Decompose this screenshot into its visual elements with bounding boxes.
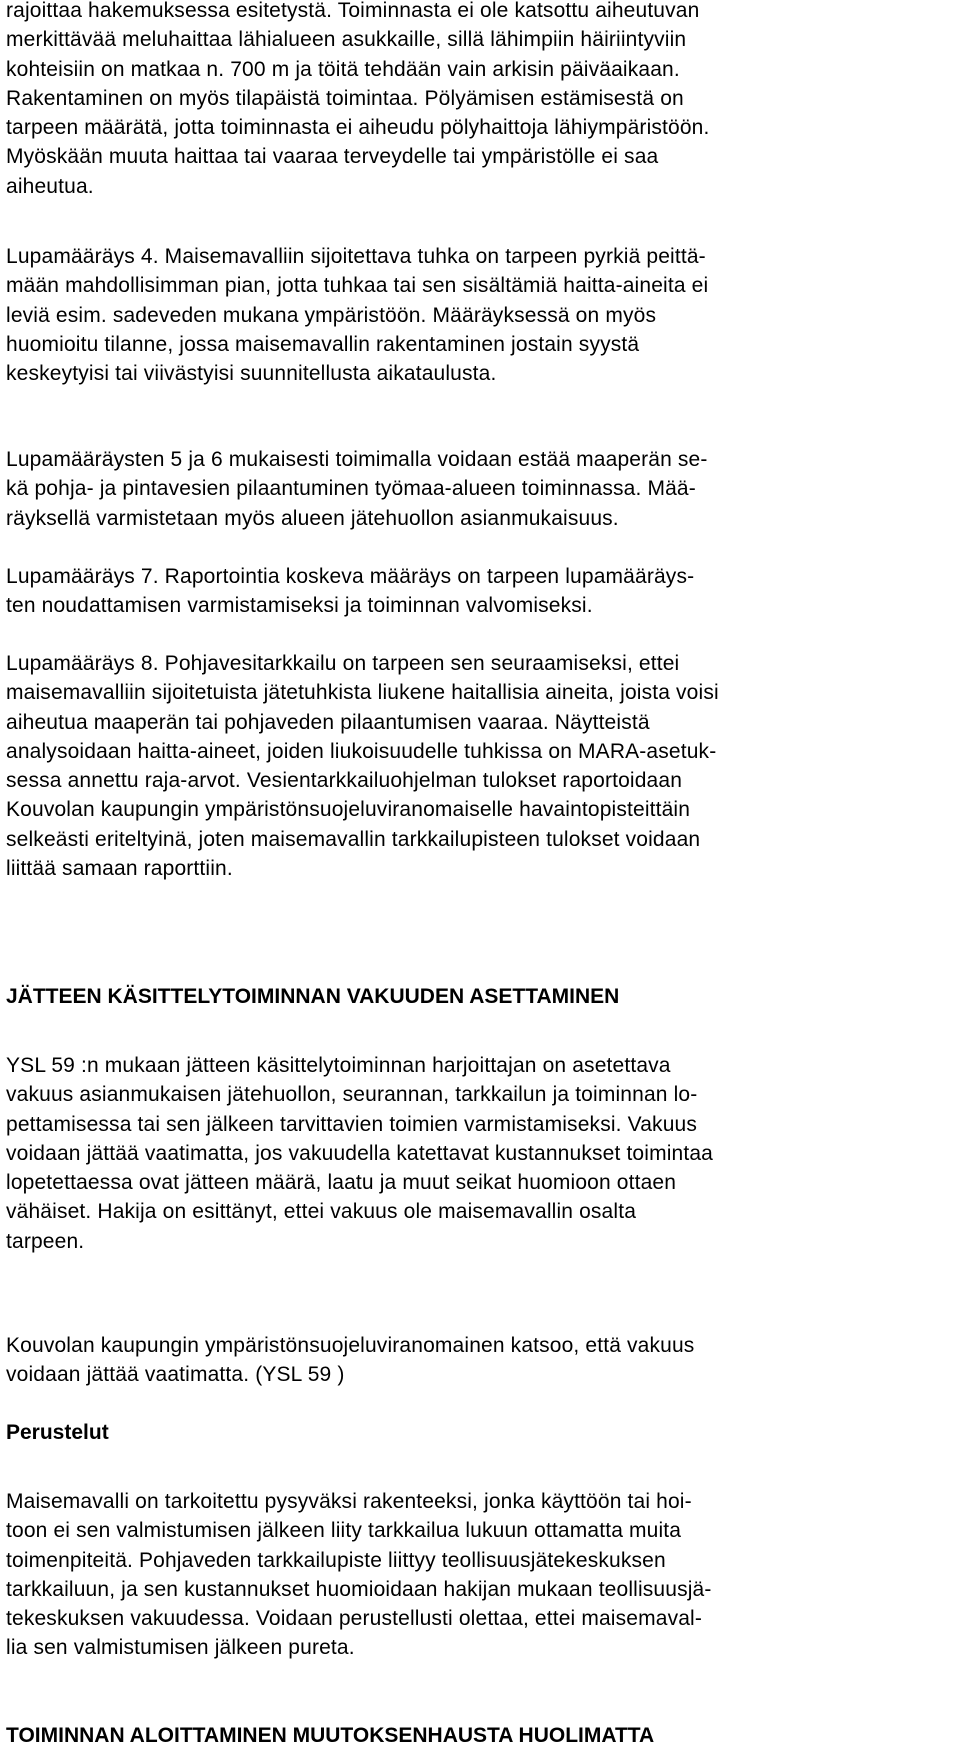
text-line: maisemavalliin sijoitetuista jätetuhkista liukene haitallisia aineita, joista voisi [6, 681, 719, 705]
text-line: Myöskään muuta haittaa tai vaaraa terveydelle tai ympäristölle ei saa [6, 145, 659, 169]
section-heading-guarantee: JÄTTEEN KÄSITTELYTOIMINNAN VAKUUDEN ASETTAMINEN [6, 985, 620, 1008]
text-line: tarkkailuun, ja sen kustannukset huomioidaan hakijan mukaan teollisuusjä- [6, 1577, 712, 1601]
text-line: liittää samaan raporttiin. [6, 857, 233, 881]
text-line: YSL 59 :n mukaan jätteen käsittelytoiminnan harjoittajan on asetettava [6, 1054, 671, 1077]
text-line: selkeästi eriteltyinä, joten maisemavallin tarkkailupisteen tulokset voidaan [6, 827, 701, 851]
text-line: rajoittaa hakemuksessa esitetystä. Toiminnasta ei ole katsottu aiheutuvan [6, 0, 700, 22]
text-line: tarpeen määrätä, jotta toiminnasta ei aiheudu pölyhaittoja lähiympäristöön. [6, 116, 710, 140]
text-line: merkittävää meluhaittaa lähialueen asukkaille, sillä lähimpiin häiriintyviin [6, 28, 687, 52]
text-line: voidaan jättää vaatimatta, jos vakuudella katettavat kustannukset toimintaa [6, 1141, 713, 1165]
text-line: pettamisessa tai sen jälkeen tarvittavien toimien varmistamiseksi. Vakuus [6, 1112, 698, 1136]
text-line: Rakentaminen on myös tilapäistä toimintaa. Pölyämisen estämisestä on [6, 86, 684, 110]
text-line: analysoidaan haitta-aineet, joiden liukoisuudelle tuhkissa on MARA-asetuk- [6, 739, 717, 763]
paragraph-permit-conditions-5-6 [6, 445, 708, 533]
section-heading-perustelut: Perustelut [6, 1421, 109, 1444]
paragraph-authority-decision [6, 1331, 694, 1390]
text-line: Lupamääräys 7. Raportointia koskeva määräys on tarpeen lupamääräys- [6, 565, 695, 588]
text-line: tarpeen. [6, 1229, 85, 1253]
text-line: ten noudattamisen varmistamiseksi ja toiminnan valvomiseksi. [6, 594, 593, 618]
text-line: Kouvolan kaupungin ympäristönsuojeluviranomaiselle havaintopisteittäin [6, 798, 691, 822]
text-line: lopetettaessa ovat jätteen määrä, laatu ja muut seikat huomioon ottaen [6, 1171, 677, 1195]
text-line: aiheutua. [6, 174, 94, 198]
paragraph-ysl-59-guarantee [6, 1051, 713, 1256]
section-heading-commencement: TOIMINNAN ALOITTAMINEN MUUTOKSENHAUSTA HUOLIMATTA [6, 1724, 655, 1747]
text-line: kä pohja- ja pintavesien pilaantuminen työmaa-alueen toiminnassa. Mää- [6, 477, 696, 501]
paragraph-noise-dust [6, 0, 710, 201]
text-line: kohteisiin on matkaa n. 700 m ja töitä tehdään vain arkisin päiväaikaan. [6, 57, 680, 81]
paragraph-permit-condition-8 [6, 649, 719, 883]
text-line: Lupamääräys 4. Maisemavalliin sijoitettava tuhka on tarpeen pyrkiä peittä- [6, 245, 706, 268]
text-line: keskeytyisi tai viivästyisi suunnitellusta aikataulusta. [6, 362, 497, 386]
text-line: Lupamääräys 8. Pohjavesitarkkailu on tarpeen sen seuraamiseksi, ettei [6, 652, 680, 675]
text-line: Lupamääräysten 5 ja 6 mukaisesti toimimalla voidaan estää maaperän se- [6, 448, 708, 471]
text-line: toimenpiteitä. Pohjaveden tarkkailupiste liittyy teollisuusjätekeskuksen [6, 1548, 666, 1572]
text-line: huomioitu tilanne, jossa maisemavallin rakentaminen jostain syystä [6, 332, 640, 356]
text-line: vähäiset. Hakija on esittänyt, ettei vakuus ole maisemavallin osalta [6, 1200, 637, 1224]
text-line: sessa annettu raja-arvot. Vesientarkkailuohjelman tulokset raportoidaan [6, 769, 683, 793]
text-line: leviä esim. sadeveden mukana ympäristöön. Määräyksessä on myös [6, 303, 657, 327]
text-line: tekeskuksen vakuudessa. Voidaan perustellusti olettaa, ettei maisemaval- [6, 1607, 703, 1631]
text-line: lia sen valmistumisen jälkeen pureta. [6, 1636, 355, 1660]
text-line: aiheutua maaperän tai pohjaveden pilaantumisen vaaraa. Näytteistä [6, 710, 650, 734]
text-line: Maisemavalli on tarkoitettu pysyväksi rakenteeksi, jonka käyttöön tai hoi- [6, 1490, 692, 1513]
text-line: räyksellä varmistetaan myös alueen jätehuollon asianmukaisuus. [6, 506, 619, 530]
text-line: vakuus asianmukaisen jätehuollon, seurannan, tarkkailun ja toiminnan lo- [6, 1083, 698, 1107]
paragraph-permit-condition-4 [6, 242, 708, 388]
paragraph-perustelut [6, 1487, 712, 1663]
text-line: mään mahdollisimman pian, jotta tuhkaa tai sen sisältämiä haitta-aineita ei [6, 274, 709, 298]
paragraph-permit-condition-7 [6, 562, 694, 621]
text-line: toon ei sen valmistumisen jälkeen liity tarkkailua lukuun ottamatta muita [6, 1519, 682, 1543]
text-line: Kouvolan kaupungin ympäristönsuojeluviranomainen katsoo, että vakuus [6, 1334, 695, 1357]
text-line: voidaan jättää vaatimatta. (YSL 59 ) [6, 1363, 345, 1387]
